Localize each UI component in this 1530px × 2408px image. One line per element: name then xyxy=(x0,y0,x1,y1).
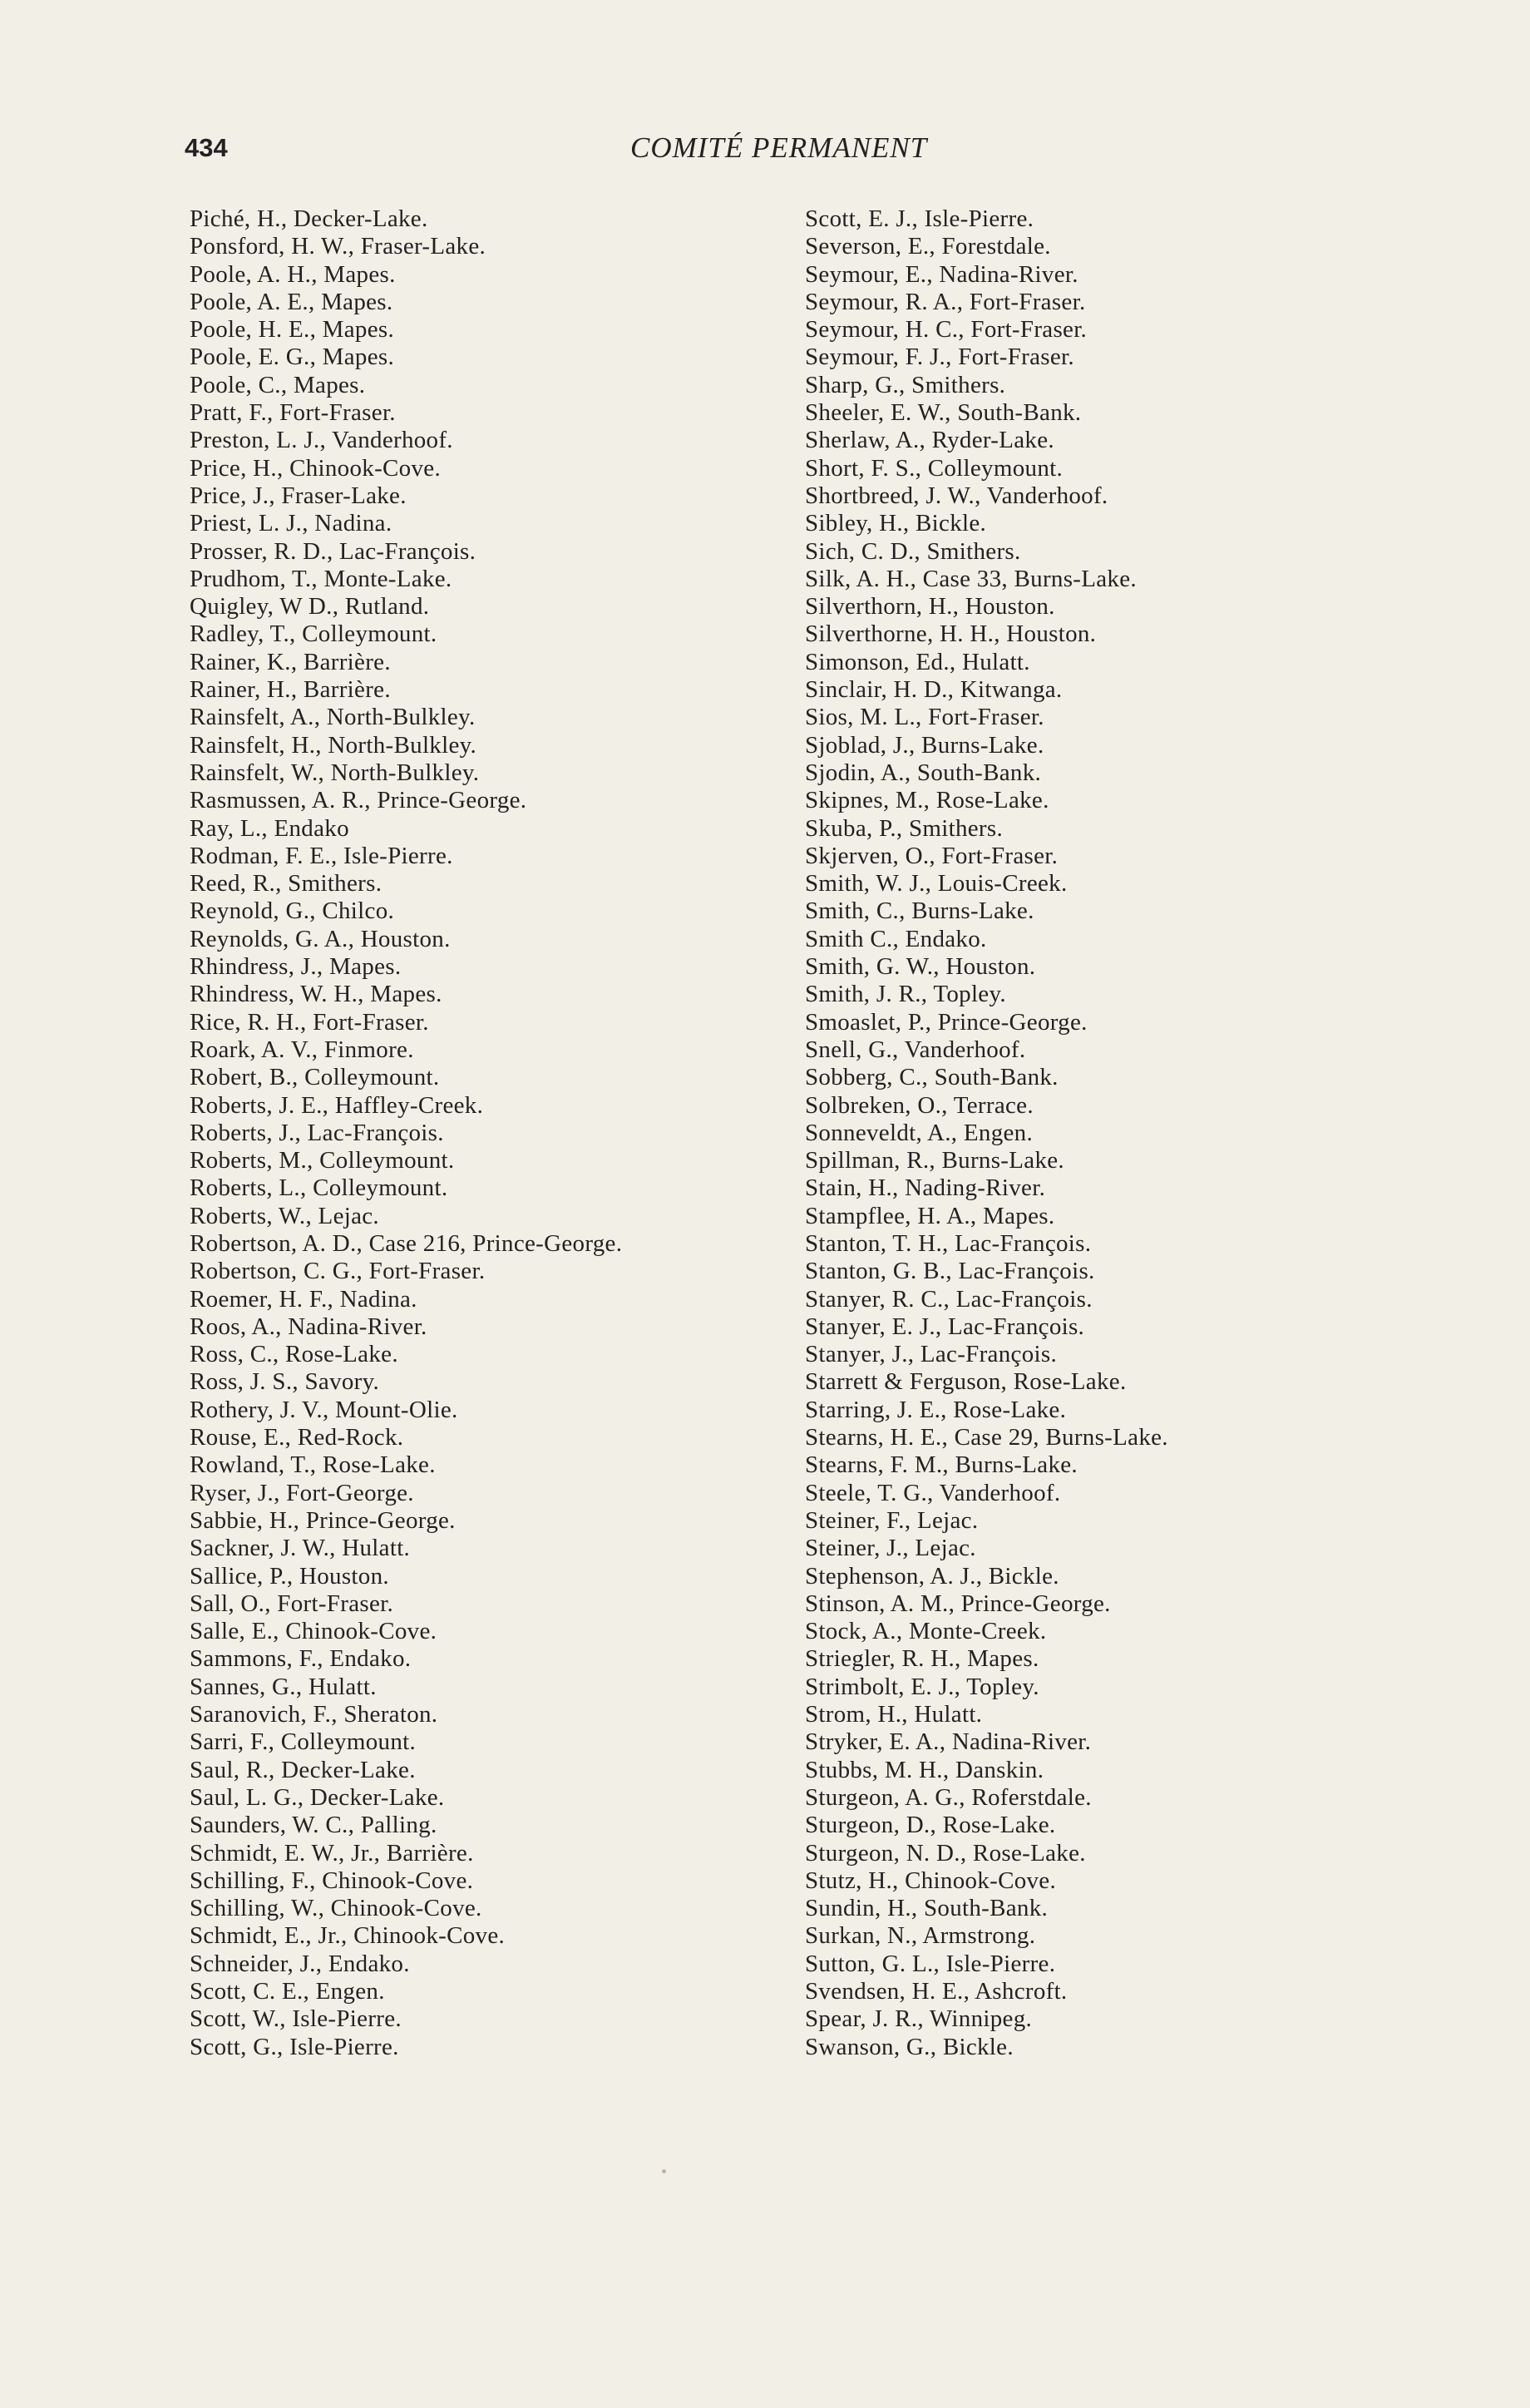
right-column xyxy=(805,205,1168,2061)
directory-entry: Smith, C., Burns-Lake. xyxy=(805,897,1034,925)
running-title: COMITÉ PERMANENT xyxy=(630,131,928,164)
directory-entry: Ponsford, H. W., Fraser-Lake. xyxy=(190,233,486,260)
directory-entry: Seymour, H. C., Fort-Fraser. xyxy=(805,316,1088,344)
directory-entry: Preston, L. J., Vanderhoof. xyxy=(190,427,453,454)
directory-entry: Poole, E. G., Mapes. xyxy=(190,344,395,371)
directory-entry: Rainsfelt, H., North-Bulkley. xyxy=(190,731,477,759)
directory-entry: Rasmussen, A. R., Prince-George. xyxy=(190,787,527,814)
directory-entry: Skipnes, M., Rose-Lake. xyxy=(805,787,1049,814)
directory-entry: Saranovich, F., Sheraton. xyxy=(190,1701,438,1728)
directory-entry: Sich, C. D., Smithers. xyxy=(805,537,1021,565)
directory-entry: Stinson, A. M., Prince-George. xyxy=(805,1590,1111,1617)
directory-entry: Seymour, F. J., Fort-Fraser. xyxy=(805,344,1074,371)
directory-entry: Roberts, J. E., Haffley-Creek. xyxy=(190,1091,484,1119)
directory-entry: Saunders, W. C., Palling. xyxy=(190,1812,437,1839)
directory-entry: Ray, L., Endako xyxy=(190,814,349,842)
directory-entry: Strom, H., Hulatt. xyxy=(805,1701,983,1728)
directory-entry: Stanyer, E. J., Lac-François. xyxy=(805,1313,1085,1340)
directory-entry: Severson, E., Forestdale. xyxy=(805,233,1051,260)
directory-entry: Roemer, H. F., Nadina. xyxy=(190,1285,417,1313)
directory-entry: Poole, H. E., Mapes. xyxy=(190,316,395,344)
directory-entry: Rainer, H., Barrière. xyxy=(190,676,391,704)
directory-entry: Sobberg, C., South-Bank. xyxy=(805,1064,1059,1091)
directory-entry: Sios, M. L., Fort-Fraser. xyxy=(805,704,1044,731)
directory-entry: Schilling, W., Chinook-Cove. xyxy=(190,1895,482,1922)
directory-entry: Stubbs, M. H., Danskin. xyxy=(805,1756,1044,1783)
directory-entry: Sutton, G. L., Isle-Pierre. xyxy=(805,1950,1056,1977)
directory-entry: Smoaslet, P., Prince-George. xyxy=(805,1008,1088,1036)
directory-entry: Rainsfelt, W., North-Bulkley. xyxy=(190,759,480,786)
directory-entry: Spillman, R., Burns-Lake. xyxy=(805,1147,1064,1174)
directory-entry: Rhindress, J., Mapes. xyxy=(190,953,402,981)
directory-entry: Silverthorn, H., Houston. xyxy=(805,593,1055,621)
directory-entry: Smith, G. W., Houston. xyxy=(805,953,1036,981)
directory-entry: Skjerven, O., Fort-Fraser. xyxy=(805,842,1059,869)
directory-entry: Stampflee, H. A., Mapes. xyxy=(805,1202,1055,1229)
page-number: 434 xyxy=(185,133,228,162)
directory-entry: Rouse, E., Red-Rock. xyxy=(190,1424,404,1451)
directory-entry: Stearns, F. M., Burns-Lake. xyxy=(805,1451,1078,1479)
directory-entry: Stanton, T. H., Lac-François. xyxy=(805,1229,1092,1257)
directory-entry: Swanson, G., Bickle. xyxy=(805,2033,1014,2060)
directory-entry: Stutz, H., Chinook-Cove. xyxy=(805,1867,1057,1894)
directory-entry: Spear, J. R., Winnipeg. xyxy=(805,2005,1033,2033)
directory-entry: Price, J., Fraser-Lake. xyxy=(190,482,407,509)
directory-entry: Stephenson, A. J., Bickle. xyxy=(805,1562,1059,1590)
directory-entry: Skuba, P., Smithers. xyxy=(805,814,1004,842)
directory-entry: Quigley, W D., Rutland. xyxy=(190,593,430,621)
directory-entry: Sturgeon, N. D., Rose-Lake. xyxy=(805,1839,1086,1867)
directory-entry: Ross, J. S., Savory. xyxy=(190,1368,380,1396)
directory-entry: Radley, T., Colleymount. xyxy=(190,621,437,648)
directory-entry: Sharp, G., Smithers. xyxy=(805,371,1006,398)
directory-entry: Stock, A., Monte-Creek. xyxy=(805,1618,1047,1645)
directory-entry: Roark, A. V., Finmore. xyxy=(190,1036,414,1063)
directory-entry: Stain, H., Nading-River. xyxy=(805,1174,1046,1202)
directory-entry: Short, F. S., Colleymount. xyxy=(805,454,1064,482)
directory-entry: Robertson, C. G., Fort-Fraser. xyxy=(190,1258,486,1285)
directory-entry: Sjoblad, J., Burns-Lake. xyxy=(805,731,1044,759)
directory-entry: Roberts, L., Colleymount. xyxy=(190,1174,448,1202)
directory-entry: Strimbolt, E. J., Topley. xyxy=(805,1673,1039,1700)
directory-entry: Sackner, J. W., Hulatt. xyxy=(190,1535,411,1562)
directory-entry: Reed, R., Smithers. xyxy=(190,870,382,897)
directory-entry: Sinclair, H. D., Kitwanga. xyxy=(805,676,1063,704)
directory-entry: Seymour, E., Nadina-River. xyxy=(805,260,1078,288)
directory-entry: Salle, E., Chinook-Cove. xyxy=(190,1618,437,1645)
directory-entry: Solbreken, O., Terrace. xyxy=(805,1091,1034,1119)
directory-entry: Rainsfelt, A., North-Bulkley. xyxy=(190,704,476,731)
directory-entry: Striegler, R. H., Mapes. xyxy=(805,1645,1039,1673)
directory-entry: Rhindress, W. H., Mapes. xyxy=(190,981,442,1008)
directory-entry: Smith, J. R., Topley. xyxy=(805,981,1006,1008)
directory-entry: Sabbie, H., Prince-George. xyxy=(190,1506,456,1534)
directory-entry: Robert, B., Colleymount. xyxy=(190,1064,440,1091)
directory-entry: Sall, O., Fort-Fraser. xyxy=(190,1590,394,1617)
directory-entry: Stanton, G. B., Lac-François. xyxy=(805,1258,1095,1285)
directory-entry: Stryker, E. A., Nadina-River. xyxy=(805,1728,1092,1756)
directory-entry: Sibley, H., Bickle. xyxy=(805,510,987,537)
directory-entry: Roberts, M., Colleymount. xyxy=(190,1147,455,1174)
directory-entry: Sammons, F., Endako. xyxy=(190,1645,412,1673)
directory-entry: Schmidt, E., Jr., Chinook-Cove. xyxy=(190,1922,506,1950)
directory-entry: Silverthorne, H. H., Houston. xyxy=(805,621,1097,648)
directory-entry: Scott, W., Isle-Pierre. xyxy=(190,2005,402,2033)
directory-entry: Svendsen, H. E., Ashcroft. xyxy=(805,1978,1068,2005)
directory-entry: Starring, J. E., Rose-Lake. xyxy=(805,1396,1067,1423)
directory-entry: Ross, C., Rose-Lake. xyxy=(190,1341,398,1368)
directory-entry: Stanyer, J., Lac-François. xyxy=(805,1341,1057,1368)
directory-entry: Rodman, F. E., Isle-Pierre. xyxy=(190,842,453,869)
directory-entry: Rainer, K., Barrière. xyxy=(190,648,391,675)
directory-entry: Price, H., Chinook-Cove. xyxy=(190,454,441,482)
directory-entry: Saul, L. G., Decker-Lake. xyxy=(190,1783,445,1811)
directory-entry: Steele, T. G., Vanderhoof. xyxy=(805,1479,1061,1506)
directory-entry: Shortbreed, J. W., Vanderhoof. xyxy=(805,482,1108,509)
directory-entry: Schneider, J., Endako. xyxy=(190,1950,410,1977)
directory-entry: Sjodin, A., South-Bank. xyxy=(805,759,1042,786)
directory-entry: Rowland, T., Rose-Lake. xyxy=(190,1451,436,1479)
directory-entry: Steiner, F., Lejac. xyxy=(805,1506,979,1534)
directory-entry: Scott, G., Isle-Pierre. xyxy=(190,2033,399,2060)
directory-entry: Sturgeon, D., Rose-Lake. xyxy=(805,1812,1056,1839)
directory-entry: Scott, E. J., Isle-Pierre. xyxy=(805,205,1034,232)
directory-entry: Prudhom, T., Monte-Lake. xyxy=(190,565,452,592)
directory-entry: Pratt, F., Fort-Fraser. xyxy=(190,399,396,427)
page-mark xyxy=(662,2169,666,2173)
directory-entry: Silk, A. H., Case 33, Burns-Lake. xyxy=(805,565,1137,592)
directory-entry: Steiner, J., Lejac. xyxy=(805,1535,976,1562)
directory-entry: Sundin, H., South-Bank. xyxy=(805,1895,1049,1922)
directory-entry: Snell, G., Vanderhoof. xyxy=(805,1036,1026,1063)
directory-entry: Roos, A., Nadina-River. xyxy=(190,1313,427,1340)
directory-entry: Starrett & Ferguson, Rose-Lake. xyxy=(805,1368,1127,1396)
directory-entry: Stanyer, R. C., Lac-François. xyxy=(805,1285,1093,1313)
directory-entry: Sannes, G., Hulatt. xyxy=(190,1673,377,1700)
directory-entry: Roberts, W., Lejac. xyxy=(190,1202,379,1229)
directory-entry: Smith, W. J., Louis-Creek. xyxy=(805,870,1068,897)
directory-entry: Poole, A. E., Mapes. xyxy=(190,288,393,315)
directory-entry: Sonneveldt, A., Engen. xyxy=(805,1119,1034,1146)
directory-entry: Seymour, R. A., Fort-Fraser. xyxy=(805,288,1086,315)
directory-entry: Robertson, A. D., Case 216, Prince-George. xyxy=(190,1229,623,1257)
directory-entry: Priest, L. J., Nadina. xyxy=(190,510,392,537)
directory-entry: Piché, H., Decker-Lake. xyxy=(190,205,428,232)
directory-entry: Saul, R., Decker-Lake. xyxy=(190,1756,416,1783)
directory-entry: Schilling, F., Chinook-Cove. xyxy=(190,1867,474,1894)
directory-entry: Poole, A. H., Mapes. xyxy=(190,260,396,288)
directory-entry: Prosser, R. D., Lac-François. xyxy=(190,537,476,565)
directory-entry: Roberts, J., Lac-François. xyxy=(190,1119,444,1146)
directory-entry: Reynold, G., Chilco. xyxy=(190,897,395,925)
left-column xyxy=(190,205,622,2061)
directory-entry: Stearns, H. E., Case 29, Burns-Lake. xyxy=(805,1424,1168,1451)
directory-entry: Ryser, J., Fort-George. xyxy=(190,1479,414,1506)
directory-entry: Rothery, J. V., Mount-Olie. xyxy=(190,1396,458,1423)
directory-entry: Sherlaw, A., Ryder-Lake. xyxy=(805,427,1054,454)
directory-entry: Sallice, P., Houston. xyxy=(190,1562,389,1590)
directory-entry: Sarri, F., Colleymount. xyxy=(190,1728,417,1756)
directory-entry: Reynolds, G. A., Houston. xyxy=(190,925,451,952)
directory-entry: Sheeler, E. W., South-Bank. xyxy=(805,399,1082,427)
directory-entry: Sturgeon, A. G., Roferstdale. xyxy=(805,1783,1092,1811)
directory-entry: Rice, R. H., Fort-Fraser. xyxy=(190,1008,429,1036)
directory-entry: Poole, C., Mapes. xyxy=(190,371,366,398)
directory-entry: Smith C., Endako. xyxy=(805,925,987,952)
directory-entry: Simonson, Ed., Hulatt. xyxy=(805,648,1030,675)
directory-entry: Schmidt, E. W., Jr., Barrière. xyxy=(190,1839,474,1867)
directory-entry: Surkan, N., Armstrong. xyxy=(805,1922,1036,1950)
directory-entry: Scott, C. E., Engen. xyxy=(190,1978,385,2005)
